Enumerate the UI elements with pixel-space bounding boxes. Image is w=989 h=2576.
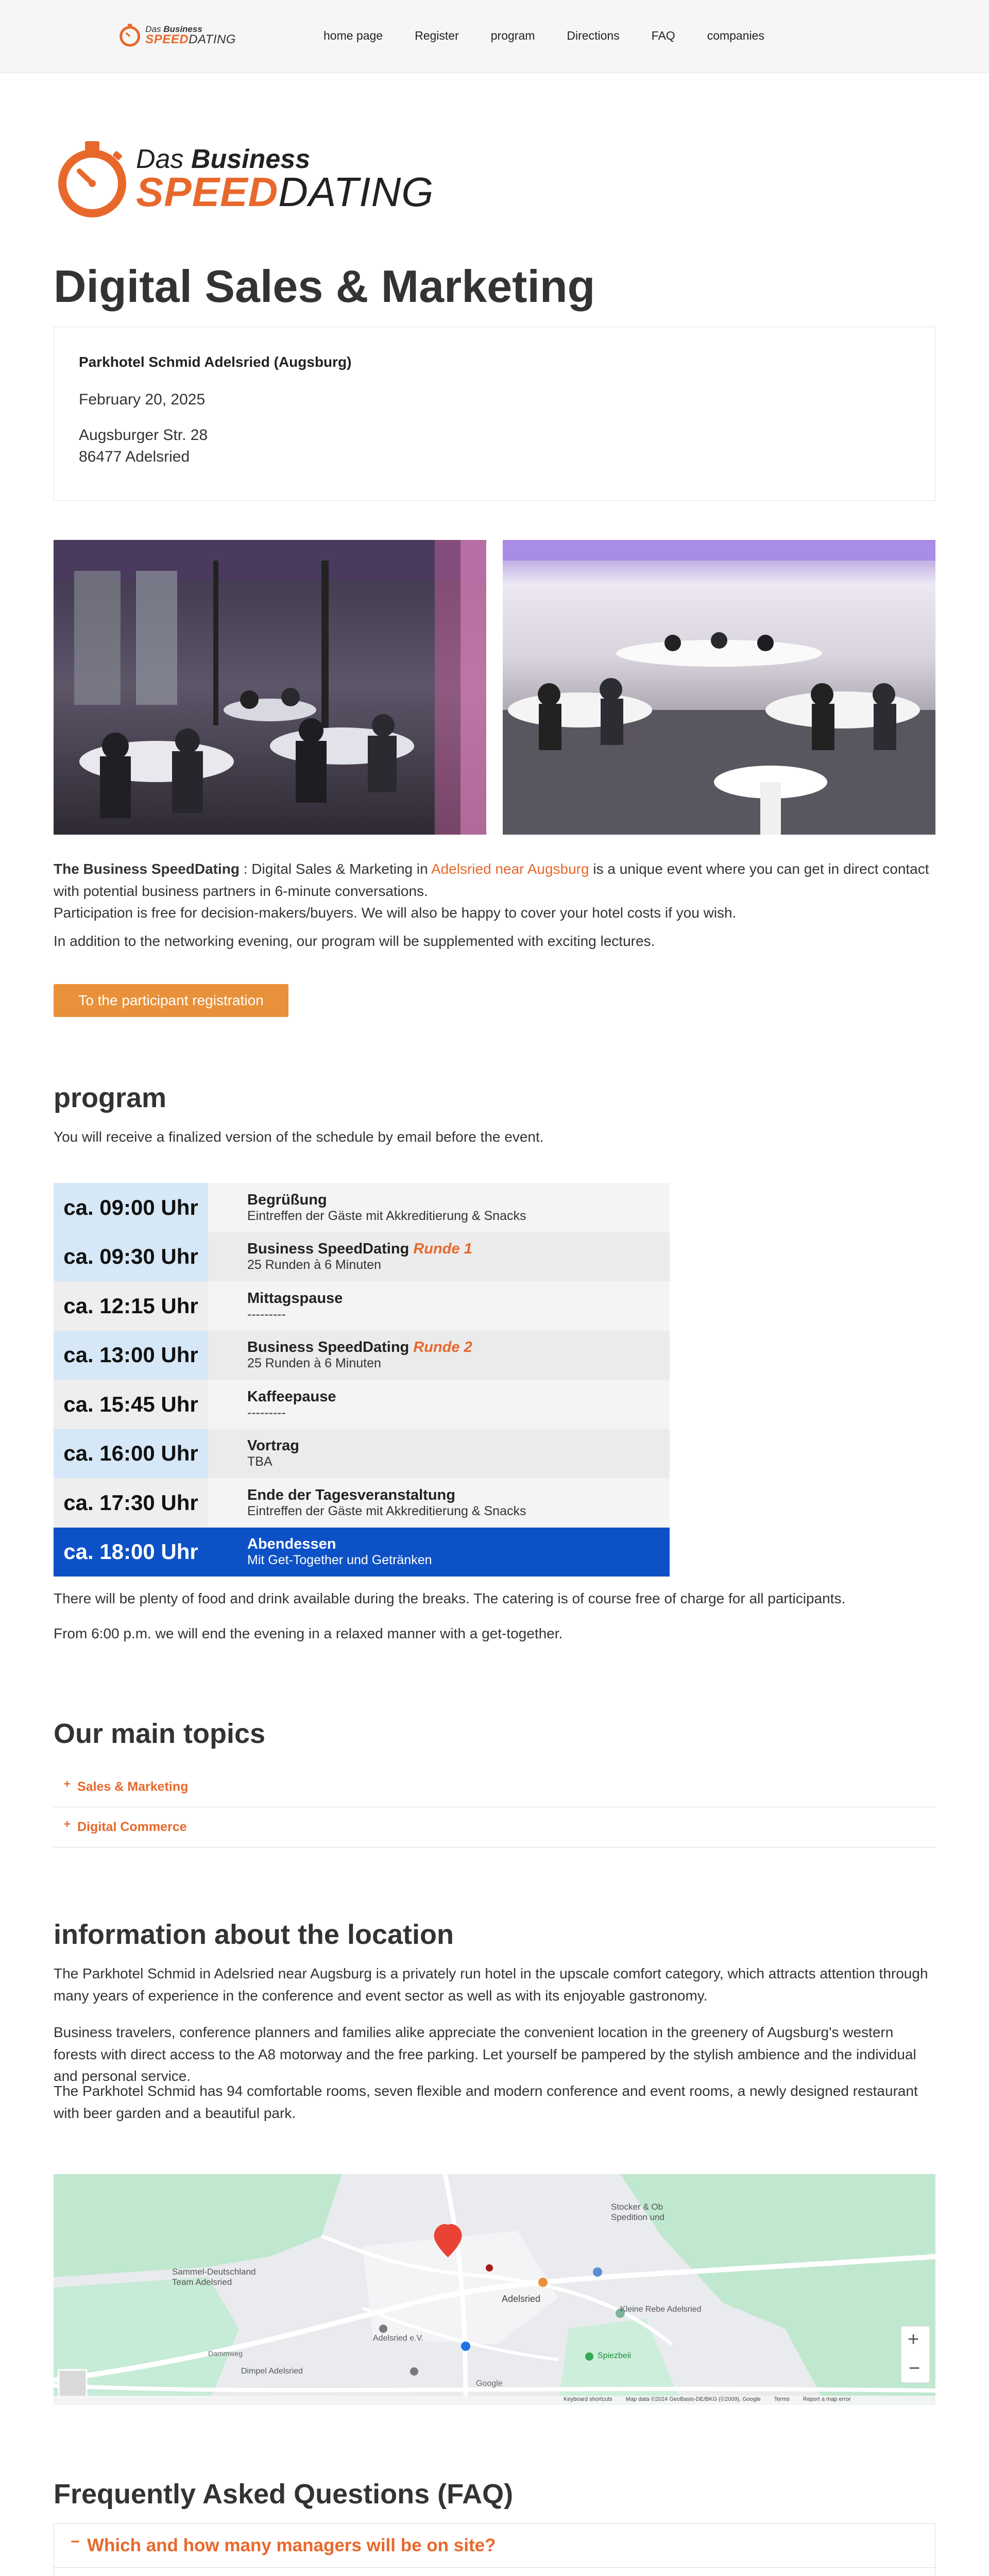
header-logo[interactable]: [117, 20, 236, 50]
schedule-title-text: Business SpeedDating: [247, 1339, 414, 1356]
big-logo-business: Business: [191, 144, 311, 174]
event-info-box: [54, 327, 935, 501]
schedule-title-text: Kaffeepause: [247, 1388, 336, 1405]
program-heading: program: [54, 1082, 167, 1113]
stopwatch-icon: [54, 137, 131, 221]
program-note: You will receive a finalized version of the schedule by email before the event.: [54, 1129, 544, 1145]
schedule-detail: TBA: [247, 1454, 272, 1469]
program-after-1: There will be plenty of food and drink available during the breaks. The catering is of course free of charge for all participants.: [54, 1590, 846, 1606]
schedule-row: [54, 1183, 670, 1232]
schedule-row: [54, 1429, 670, 1479]
schedule-title-text: Vortrag: [247, 1437, 299, 1454]
topic-item[interactable]: [54, 1807, 935, 1848]
map-footer: [564, 2396, 851, 2402]
venue-city: 86477 Adelsried: [79, 448, 190, 466]
schedule-title-text: Abendessen: [247, 1536, 336, 1553]
logo-business: Business: [163, 24, 202, 34]
schedule-title: [247, 1437, 670, 1454]
schedule-row: [54, 1380, 670, 1429]
schedule-time: ca. 09:30 Uhr: [54, 1232, 208, 1282]
intro-brand: The Business SpeedDating: [54, 861, 240, 877]
event-date: February 20, 2025: [79, 391, 206, 408]
plus-icon: +: [64, 1818, 71, 1831]
venue-name: Parkhotel Schmid Adelsried (Augsburg): [79, 354, 352, 370]
topic-label: Digital Commerce: [77, 1820, 187, 1834]
map-report-error-link[interactable]: Report a map error: [803, 2396, 851, 2402]
program-after-2: From 6:00 p.m. we will end the evening in a relaxed manner with a get-together.: [54, 1625, 563, 1641]
map-label: Dimpel Adelsried: [241, 2367, 303, 2376]
map-label: Stocker & Ob Spedition und: [611, 2202, 664, 2223]
logo-dating: DATING: [189, 32, 236, 46]
plus-icon: +: [64, 1777, 71, 1790]
schedule-detail: 25 Runden à 6 Minuten: [247, 1356, 381, 1371]
event-photo-right: [503, 540, 935, 835]
nav-program[interactable]: program: [490, 29, 535, 42]
google-logo: Google: [476, 2379, 503, 2388]
schedule-round: Runde 2: [413, 1339, 472, 1356]
intro-paragraph-3: In addition to the networking evening, our program will be supplemented with exciting lectures.: [54, 933, 655, 949]
logo-speed: SPEED: [145, 32, 189, 46]
location-paragraph-1: The Parkhotel Schmid in Adelsried near Augsburg is a privately run hotel in the upscale comfort category, which attracts attention through many years of experience in the conference and event sector as well as with its enjoyable gastronomy.: [54, 1965, 928, 2004]
location-link[interactable]: Adelsried near Augsburg: [431, 861, 589, 877]
location-paragraph-3: The Parkhotel Schmid has 94 comfortable rooms, seven flexible and modern conference and event rooms, a newly designed restaurant with beer garden and a beautiful park.: [54, 2083, 918, 2121]
map-zoom-out-button[interactable]: −: [909, 2358, 920, 2379]
venue-street: Augsburger Str. 28: [79, 426, 208, 444]
intro-p1-start: : Digital Sales & Marketing in: [239, 861, 431, 877]
schedule-table: [54, 1183, 670, 1577]
schedule-time: ca. 09:00 Uhr: [54, 1183, 208, 1232]
schedule-title: [247, 1339, 670, 1356]
faq-question-text: Which and how many managers will be on site?: [87, 2535, 496, 2555]
event-logo: [54, 137, 434, 221]
minus-icon: −: [71, 2533, 80, 2550]
schedule-title: [247, 1536, 670, 1553]
schedule-title: [247, 1192, 670, 1209]
nav-companies[interactable]: companies: [707, 29, 764, 42]
topics-heading: Our main topics: [54, 1718, 266, 1749]
faq-answer: [54, 2567, 935, 2576]
schedule-row: [54, 1232, 670, 1282]
map-zoom-in-button[interactable]: +: [908, 2329, 919, 2350]
intro-paragraph-2: Participation is free for decision-makers/buyers. We will also be happy to cover your hotel costs if you wish.: [54, 905, 737, 921]
faq-question[interactable]: [54, 2524, 935, 2567]
nav-register[interactable]: Register: [415, 29, 459, 42]
schedule-title-text: Ende der Tagesveranstaltung: [247, 1486, 455, 1503]
intro-paragraph-1: [54, 858, 935, 902]
page-title: Digital Sales & Marketing: [54, 261, 595, 312]
main-nav: [323, 29, 796, 43]
topic-label: Sales & Marketing: [77, 1780, 189, 1794]
stopwatch-logo-icon: [117, 20, 142, 50]
map-label: Spiezbeii: [598, 2351, 631, 2360]
schedule-time: ca. 16:00 Uhr: [54, 1429, 208, 1479]
nav-directions[interactable]: Directions: [567, 29, 620, 42]
big-logo-das: Das: [136, 144, 184, 174]
schedule-title-text: Begrüßung: [247, 1191, 327, 1208]
location-paragraph-2: Business travelers, conference planners and families alike appreciate the convenient location in the greenery of Augsburg's western forests with direct access to the A8 motorway and the free parking. Let yourself be pampered by the stylish ambience and the individual and personal service.: [54, 2024, 916, 2084]
schedule-title: [247, 1388, 670, 1405]
schedule-title-text: Mittagspause: [247, 1290, 343, 1307]
big-logo-speed: SPEED: [136, 169, 279, 215]
map-label: Adelsried: [502, 2294, 541, 2304]
schedule-detail: Eintreffen der Gäste mit Akkreditierung & Snacks: [247, 1503, 526, 1518]
schedule-time: ca. 18:00 Uhr: [54, 1528, 208, 1577]
map-data-credit: Map data ©2024 GeoBasis-DE/BKG (©2009), Google: [625, 2396, 761, 2402]
big-logo-dating: DATING: [278, 169, 434, 215]
schedule-detail: 25 Runden à 6 Minuten: [247, 1258, 381, 1273]
map-label: Sammel-Deutschland Team Adelsried: [172, 2267, 256, 2287]
location-heading: information about the location: [54, 1919, 454, 1950]
schedule-row: [54, 1331, 670, 1380]
event-photo-left: [54, 540, 486, 835]
faq-item-open: [54, 2523, 935, 2576]
map-label: Adelsried e.V.: [373, 2334, 424, 2343]
logo-das: Das: [145, 24, 161, 34]
participant-registration-button[interactable]: To the participant registration: [54, 984, 288, 1017]
schedule-time: ca. 12:15 Uhr: [54, 1281, 208, 1331]
nav-faq[interactable]: FAQ: [651, 29, 675, 42]
intro-text: [54, 858, 935, 952]
schedule-detail: Eintreffen der Gäste mit Akkreditierung & Snacks: [247, 1208, 526, 1223]
schedule-detail: ---------: [247, 1405, 286, 1420]
schedule-round: Runde 1: [413, 1241, 472, 1258]
schedule-time: ca. 17:30 Uhr: [54, 1478, 208, 1528]
map-terms-link[interactable]: Terms: [774, 2396, 790, 2402]
schedule-row: [54, 1281, 670, 1331]
schedule-row: [54, 1478, 670, 1528]
map-label: Dammweg: [208, 2349, 243, 2358]
location-map[interactable]: [54, 2174, 935, 2405]
schedule-time: ca. 15:45 Uhr: [54, 1380, 208, 1429]
topic-item[interactable]: [54, 1767, 935, 1807]
schedule-detail: Mit Get-Together und Getränken: [247, 1553, 432, 1568]
map-keyboard-shortcuts[interactable]: Keyboard shortcuts: [564, 2396, 612, 2402]
faq-heading: Frequently Asked Questions (FAQ): [54, 2479, 514, 2510]
schedule-title: [247, 1290, 670, 1307]
nav-home-page[interactable]: home page: [323, 29, 383, 42]
schedule-detail: ---------: [247, 1307, 286, 1321]
schedule-title: [247, 1487, 670, 1504]
schedule-row-highlight: [54, 1528, 670, 1577]
map-label: Kleine Rebe Adelsried: [620, 2305, 702, 2314]
intro-p1-end: is a unique event where you can get in direct contact with potential business partners in 6-minute conversations.: [54, 861, 929, 899]
schedule-time: ca. 13:00 Uhr: [54, 1331, 208, 1380]
schedule-title: [247, 1241, 670, 1258]
schedule-title-text: Business SpeedDating: [247, 1241, 414, 1258]
top-navigation-bar: [0, 0, 989, 73]
